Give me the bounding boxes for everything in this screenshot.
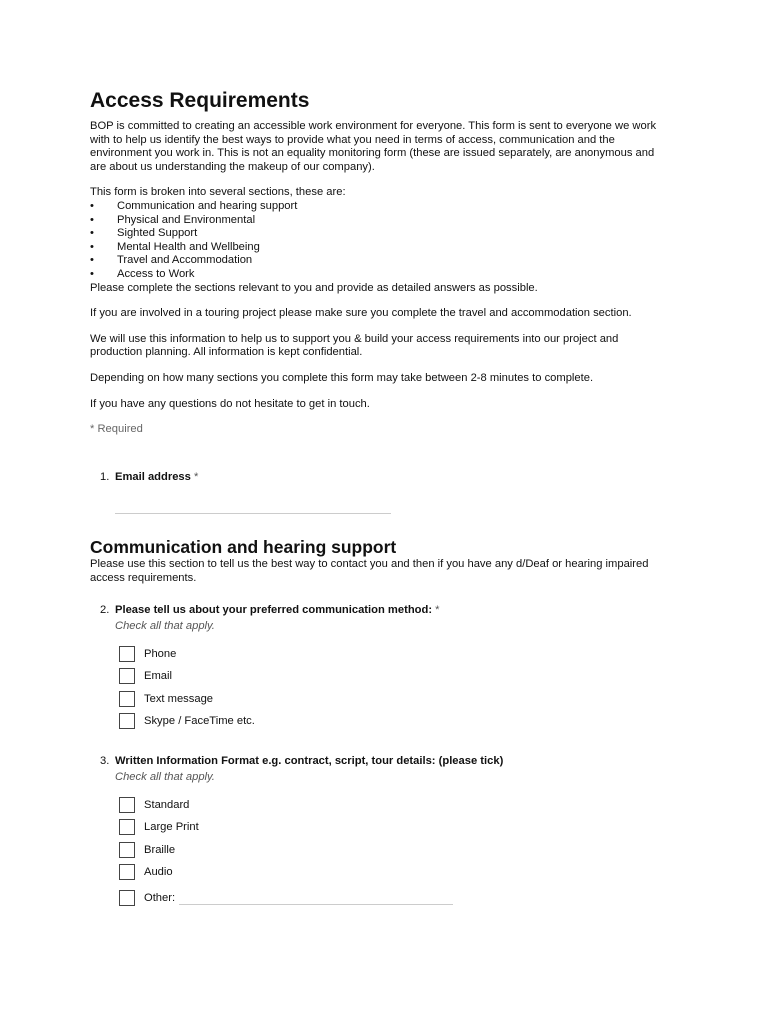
email-field[interactable]	[115, 493, 391, 514]
list-item: • Mental Health and Wellbeing	[90, 240, 260, 253]
checkbox-option-text-message[interactable]	[119, 687, 670, 710]
touring-note: If you are involved in a touring project please make sure you complete the travel and accommodation section.	[90, 307, 632, 320]
list-item: • Travel and Accommodation	[90, 254, 253, 267]
list-item: • Physical and Environmental	[90, 213, 256, 226]
checkbox[interactable]	[119, 713, 135, 729]
question-number: 2.	[100, 604, 110, 617]
option-label: Skype / FaceTime etc.	[144, 715, 255, 728]
checkbox-option-braille[interactable]	[119, 838, 670, 861]
checkbox-option-other[interactable]	[119, 886, 670, 909]
question-number: 1.	[100, 471, 110, 484]
option-label: Standard	[144, 798, 190, 811]
checkbox[interactable]	[119, 646, 135, 662]
checkbox-option-skype[interactable]	[119, 710, 670, 733]
question-label: Please tell us about your preferred communication method: *	[115, 604, 440, 617]
checkbox-option-phone[interactable]	[119, 642, 670, 665]
list-item: • Communication and hearing support	[90, 199, 298, 212]
list-item: • Access to Work	[90, 267, 195, 280]
checkbox[interactable]	[119, 842, 135, 858]
question-label: Written Information Format e.g. contract, script, tour details: (please tick)	[115, 755, 504, 768]
form-page	[90, 88, 670, 909]
option-label: Email	[144, 670, 172, 683]
question-number: 3.	[100, 755, 110, 768]
sections-list	[90, 200, 670, 282]
question-written-format	[90, 754, 670, 909]
checkbox-option-email[interactable]	[119, 665, 670, 688]
checkbox-option-audio[interactable]	[119, 861, 670, 884]
question-communication-method	[90, 603, 670, 732]
option-label: Large Print	[144, 821, 199, 834]
question-email	[90, 470, 670, 514]
checkbox-option-standard[interactable]	[119, 793, 670, 816]
required-note: * Required	[90, 423, 143, 436]
question-label: Email address *	[115, 471, 199, 484]
complete-sections-note: Please complete the sections relevant to you and provide as detailed answers as possible.	[90, 281, 538, 294]
list-item: • Sighted Support	[90, 227, 198, 240]
option-label: Braille	[144, 843, 176, 856]
question-help: Check all that apply.	[115, 771, 215, 784]
checkbox-option-large-print[interactable]	[119, 816, 670, 839]
option-label: Phone	[144, 647, 177, 660]
section-description: Please use this section to tell us the best way to contact you and then if you have any d/Deaf or hearing impaired access requirements.	[90, 558, 649, 584]
checkbox[interactable]	[119, 819, 135, 835]
checkbox[interactable]	[119, 691, 135, 707]
checkbox[interactable]	[119, 797, 135, 813]
questions-note: If you have any questions do not hesitate to get in touch.	[90, 397, 370, 410]
checkbox[interactable]	[119, 864, 135, 880]
duration-note: Depending on how many sections you complete this form may take between 2-8 minutes to complete.	[90, 371, 594, 384]
option-label: Text message	[144, 692, 214, 705]
sections-intro: This form is broken into several sections, these are:	[90, 186, 346, 199]
checkbox-group	[119, 642, 670, 732]
checkbox[interactable]	[119, 668, 135, 684]
checkbox[interactable]	[119, 890, 135, 906]
section-heading: Communication and hearing support	[90, 537, 397, 558]
other-text-field[interactable]	[179, 890, 453, 905]
intro-paragraph: BOP is committed to creating an accessible work environment for everyone. This form is sent to everyone we work with to help us identify the best ways to provide what you need in terms of access, communication and the environment you work in. This is not an equality monitoring form (these are issued separately, are anonymous and are about us understanding the makeup of our company).	[90, 120, 657, 173]
option-label: Other:	[144, 891, 176, 904]
page-title: Access Requirements	[90, 89, 310, 112]
use-info-note: We will use this information to help us to support you & build your access requirements into our project and production planning. All information is kept confidential.	[90, 332, 619, 359]
option-label: Audio	[144, 866, 173, 879]
communication-section	[90, 536, 670, 585]
question-help: Check all that apply.	[115, 620, 215, 633]
checkbox-group	[119, 793, 670, 909]
